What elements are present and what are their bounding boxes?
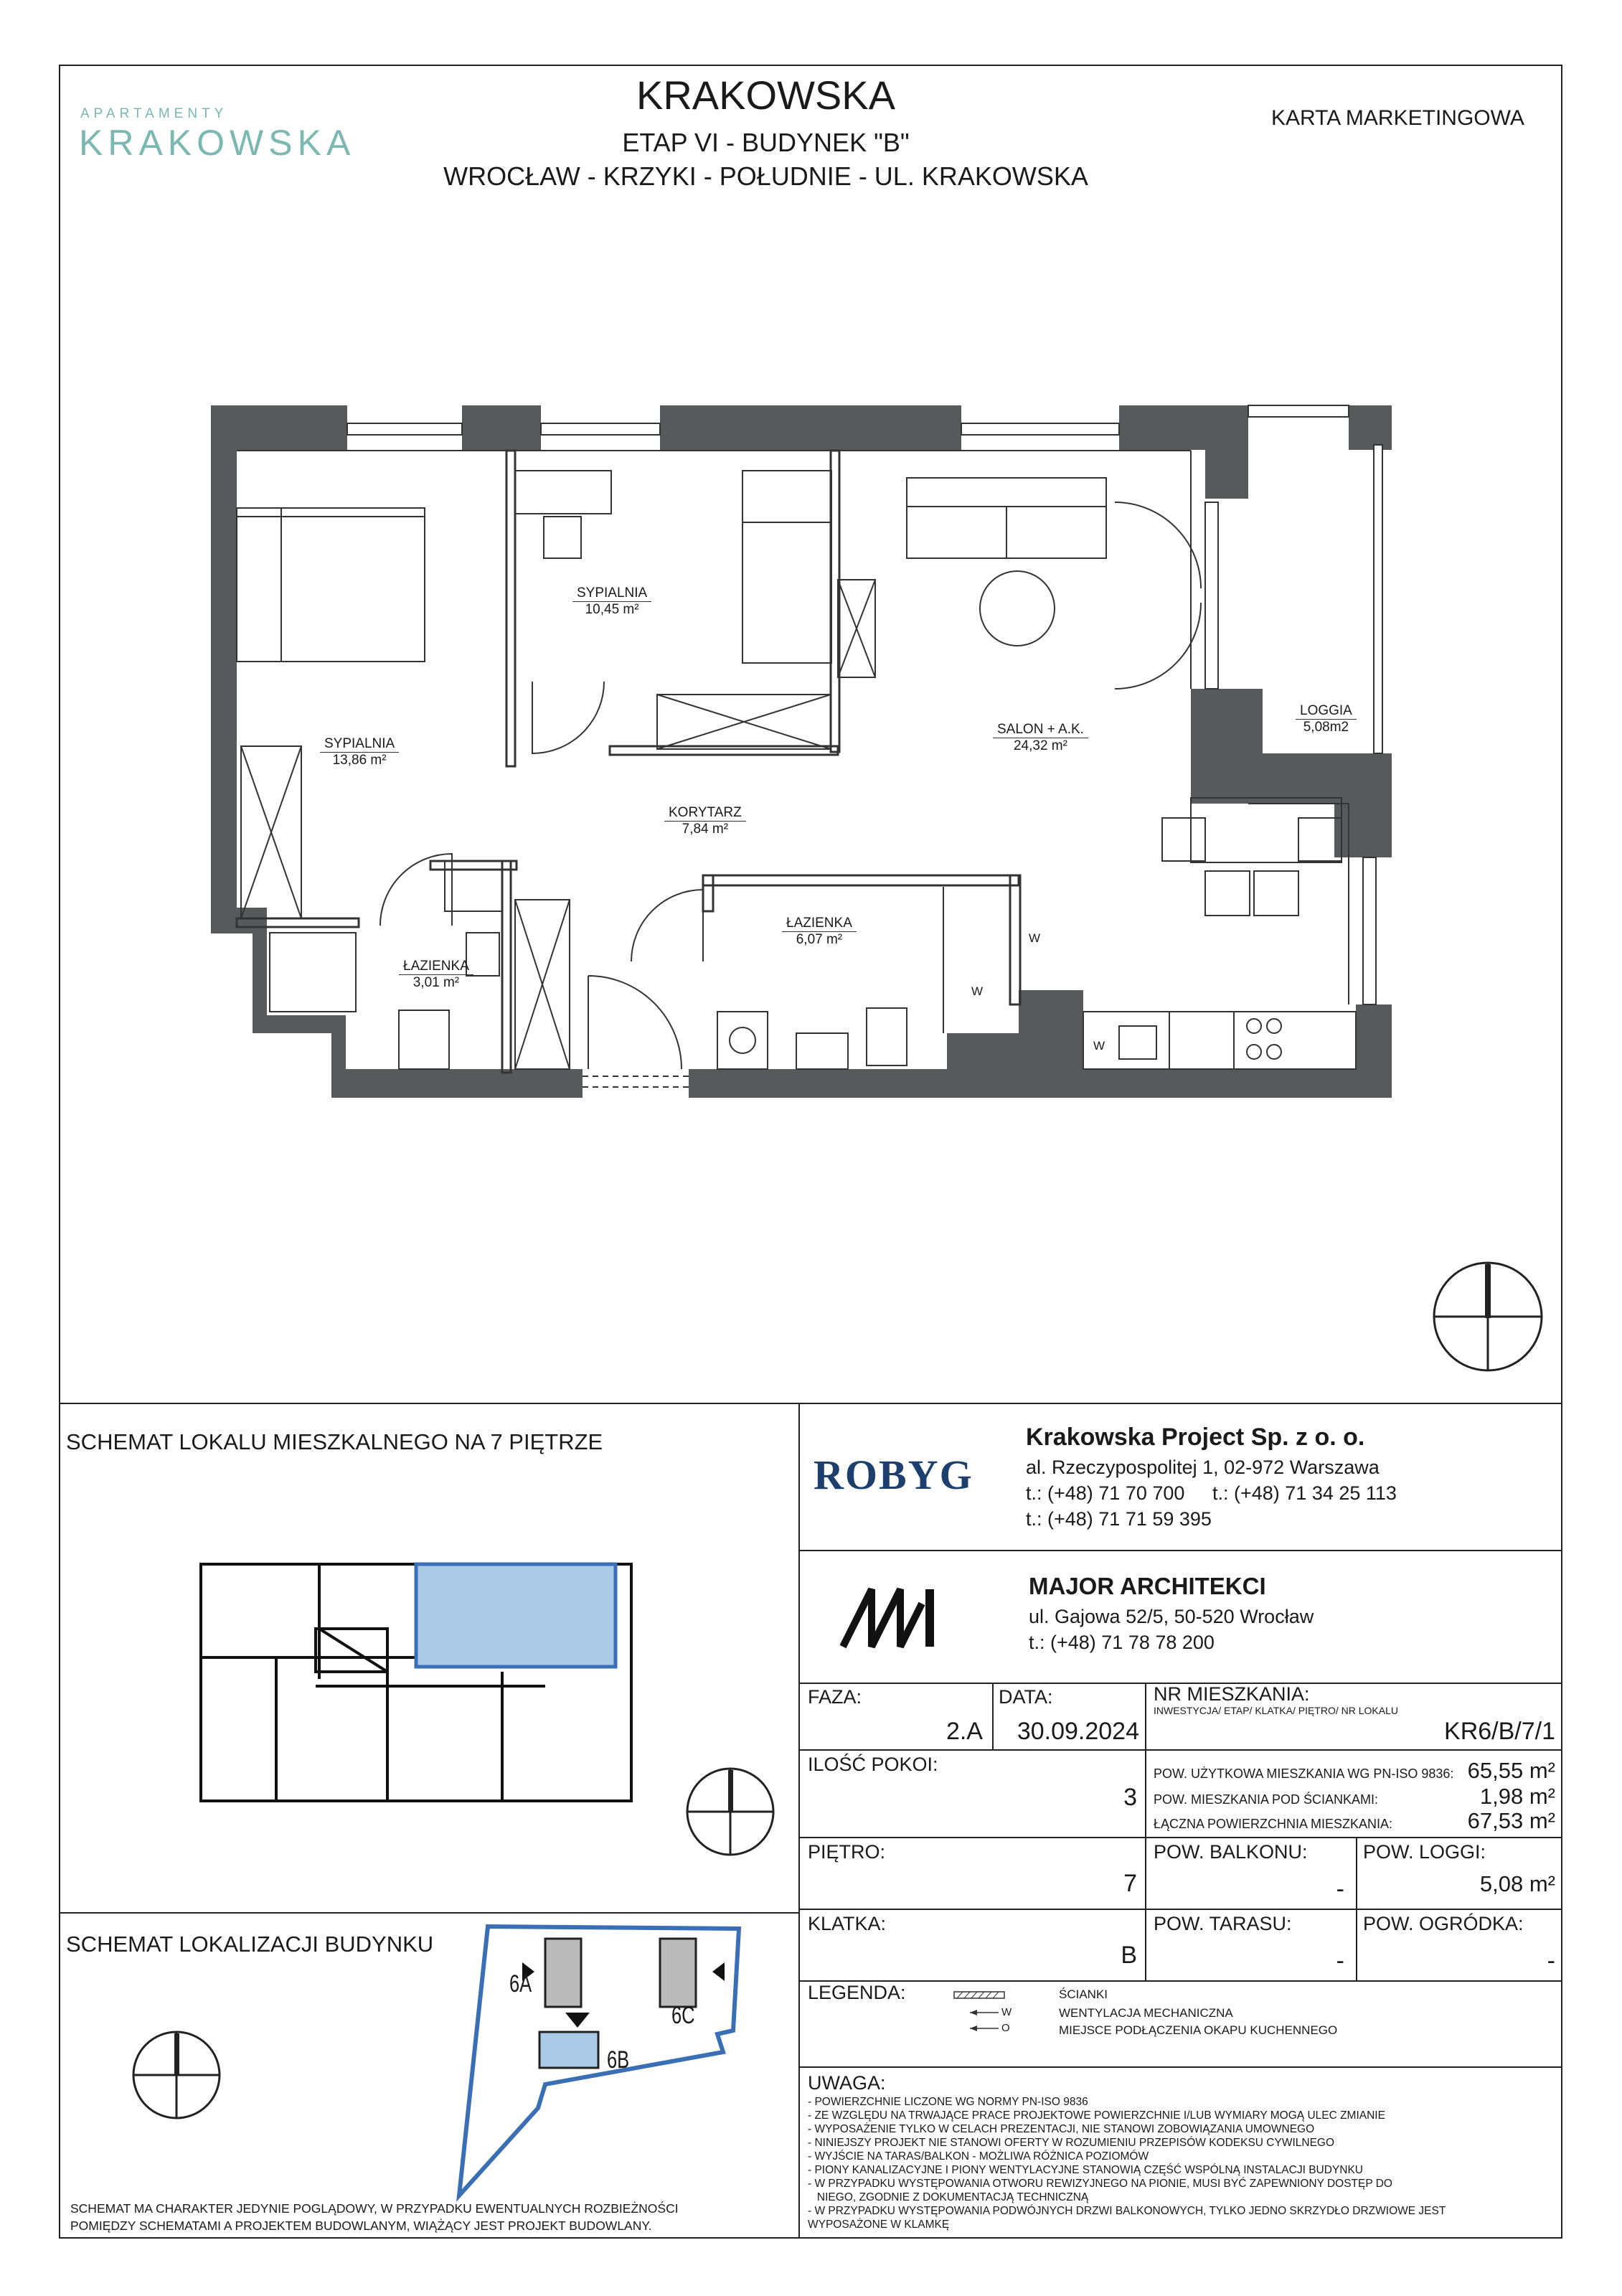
pow-laczna-value: 67,53 m² bbox=[1467, 1808, 1555, 1833]
divider-left-right bbox=[798, 1403, 800, 2239]
card-type-label: KARTA MARKETINGOWA bbox=[1271, 106, 1524, 130]
klatka-value: B bbox=[1121, 1942, 1137, 1969]
room-label-sypialnia-1: SYPIALNIA 13,86 m² bbox=[320, 736, 399, 768]
disclaimer-line-1: SCHEMAT MA CHARAKTER JEDYNIE POGLĄDOWY, W PRZYPADKU EWENTUALNYCH ROZBIEŻNOŚCI bbox=[70, 2201, 679, 2216]
divider-col-3 bbox=[1356, 1837, 1357, 1980]
building-6c-label: 6C bbox=[671, 2002, 695, 2029]
pow-ogrodka-label: POW. OGRÓDKA: bbox=[1363, 1913, 1524, 1934]
divider-row-klatka bbox=[798, 1980, 1562, 1982]
legend-item-walls: ŚCIANKI bbox=[1059, 1987, 1108, 2001]
faza-value: 2.A bbox=[946, 1718, 983, 1745]
developer-phone-2: t.: (+48) 71 34 25 113 bbox=[1212, 1482, 1397, 1504]
ilosc-pokoi-label: ILOŚĆ POKOI: bbox=[808, 1754, 938, 1775]
disclaimer-line-2: POMIĘDZY SCHEMATAMI A PROJEKTEM BUDOWLANYM, WIĄŻĄCY JEST PROJEKT BUDOWLANY. bbox=[70, 2219, 652, 2233]
ventilation-marker-3: W bbox=[1093, 1039, 1105, 1053]
pietro-value: 7 bbox=[1123, 1870, 1137, 1897]
building-6b-label: 6B bbox=[607, 2046, 630, 2074]
divider-main bbox=[59, 1403, 1562, 1404]
pow-uzytkowa-value: 65,55 m² bbox=[1467, 1758, 1555, 1783]
developer-name: Krakowska Project Sp. z o. o. bbox=[1026, 1424, 1365, 1451]
klatka-label: KLATKA: bbox=[808, 1913, 887, 1934]
schema-floor-plan bbox=[0, 1564, 789, 1851]
pow-laczna-label: ŁĄCZNA POWIERZCHNIA MIESZKANIA: bbox=[1154, 1817, 1393, 1831]
legend-item-hood: MIEJSCE PODŁĄCZENIA OKAPU KUCHENNEGO bbox=[1059, 2023, 1338, 2037]
schema-floor-title: SCHEMAT LOKALU MIESZKALNEGO NA 7 PIĘTRZE bbox=[66, 1429, 603, 1454]
legend-sym-o: O bbox=[1001, 2022, 1010, 2034]
note-item: - POWIERZCHNIE LICZONE WG NORMY PN-ISO 9836 bbox=[808, 2096, 1088, 2108]
project-title: KRAKOWSKA bbox=[636, 72, 895, 118]
note-item: NIEGO, ZGODNIE Z DOKUMENTACJĄ TECHNICZNĄ bbox=[808, 2191, 1089, 2203]
architect-phone: t.: (+48) 71 78 78 200 bbox=[1029, 1632, 1215, 1653]
note-item: - WYJŚCIE NA TARAS/BALKON - MOŻLIWA RÓŻNICA POZIOMÓW bbox=[808, 2150, 1149, 2163]
note-item: - W PRZYPADKU WYSTĘPOWANIA OTWORU REWIZYJNEGO NA PIONIE, MUSI BYĆ ZAPEWNIONY DOSTĘP DO bbox=[808, 2178, 1392, 2190]
divider-row-legend bbox=[798, 2066, 1562, 2068]
architect-address: ul. Gajowa 52/5, 50-520 Wrocław bbox=[1029, 1606, 1314, 1627]
ventilation-marker-1: W bbox=[1029, 931, 1041, 945]
logo-main-text: KRAKOWSKA bbox=[79, 123, 356, 163]
building-6a-label: 6A bbox=[509, 1970, 532, 1998]
divider-row-pokoi bbox=[798, 1837, 1562, 1838]
pow-ogrodka-value: - bbox=[1547, 1947, 1555, 1975]
developer-address: al. Rzeczypospolitej 1, 02-972 Warszawa bbox=[1026, 1457, 1380, 1478]
note-item: WYPOSAŻONE W KLAMKĘ bbox=[808, 2219, 950, 2231]
ventilation-marker-2: W bbox=[971, 984, 984, 998]
project-subtitle-location: WROCŁAW - KRZYKI - POŁUDNIE - UL. KRAKOWSKA bbox=[443, 161, 1088, 191]
pow-loggi-label: POW. LOGGI: bbox=[1363, 1841, 1486, 1863]
nr-mieszkania-label: NR MIESZKANIA: bbox=[1154, 1683, 1310, 1705]
note-item: - W PRZYPADKU WYSTĘPOWANIA PODWÓJNYCH DRZWI BALKONOWYCH, TYLKO JEDNO SKRZYDŁO DRZWIOWE JEST bbox=[808, 2205, 1446, 2217]
legend-item-ventilation: WENTYLACJA MECHANICZNA bbox=[1059, 2006, 1233, 2020]
project-subtitle-stage: ETAP VI - BUDYNEK "B" bbox=[622, 128, 910, 157]
legend-label: LEGENDA: bbox=[808, 1982, 906, 2003]
pow-balkonu-label: POW. BALKONU: bbox=[1154, 1841, 1308, 1863]
pietro-label: PIĘTRO: bbox=[808, 1841, 886, 1863]
schema-location-title: SCHEMAT LOKALIZACJI BUDYNKU bbox=[66, 1932, 434, 1957]
divider-row-faza bbox=[798, 1749, 1562, 1751]
room-label-salon: SALON + A.K. 24,32 m² bbox=[993, 722, 1088, 754]
note-item: - ZE WZGLĘDU NA TRWAJĄCE PRACE PROJEKTOWE POWIERZCHNIE I/LUB WYMIARY MOGĄ ULEC ZMIANIE bbox=[808, 2109, 1385, 2122]
pow-uzytkowa-label: POW. UŻYTKOWA MIESZKANIA WG PN-ISO 9836: bbox=[1154, 1766, 1454, 1781]
nr-mieszkania-sub: INWESTYCJA/ ETAP/ KLATKA/ PIĘTRO/ NR LOKALU bbox=[1154, 1705, 1398, 1716]
legend-symbols bbox=[954, 1989, 1069, 2068]
ilosc-pokoi-value: 3 bbox=[1123, 1784, 1137, 1811]
legend-sym-w: W bbox=[1001, 2006, 1012, 2018]
robyg-logo: ROBYG bbox=[814, 1452, 973, 1498]
logo-top-text: APARTAMENTY bbox=[80, 106, 228, 121]
room-label-sypialnia-2: SYPIALNIA 10,45 m² bbox=[572, 585, 651, 618]
pow-balkonu-value: - bbox=[1336, 1876, 1344, 1903]
pow-tarasu-value: - bbox=[1336, 1947, 1344, 1975]
room-label-loggia: LOGGIA 5,08m2 bbox=[1296, 703, 1357, 735]
notes-label: UWAGA: bbox=[808, 2072, 886, 2094]
data-label: DATA: bbox=[999, 1686, 1053, 1708]
note-item: - WYPOSAŻENIE TYLKO W CELACH PREZENTACJI, NIE STANOWI ZOBOWIĄZANIA UMOWNEGO bbox=[808, 2123, 1315, 2135]
pow-sciankami-value: 1,98 m² bbox=[1479, 1784, 1555, 1809]
pow-tarasu-label: POW. TARASU: bbox=[1154, 1913, 1292, 1934]
note-item: - PIONY KANALIZACYJNE I PIONY WENTYLACYJNE STANOWIĄ CZĘŚĆ WSPÓLNĄ INSTALACJI BUDYNKU bbox=[808, 2164, 1363, 2176]
divider-dev-arch bbox=[798, 1550, 1562, 1551]
room-label-lazienka-1: ŁAZIENKA 6,07 m² bbox=[782, 916, 857, 948]
notes-list bbox=[808, 2095, 1446, 2231]
nr-mieszkania-value: KR6/B/7/1 bbox=[1444, 1718, 1555, 1745]
pow-loggi-value: 5,08 m² bbox=[1479, 1871, 1555, 1896]
divider-col-2 bbox=[1145, 1749, 1146, 1980]
architect-name: MAJOR ARCHITEKCI bbox=[1029, 1573, 1266, 1599]
developer-phone-1: t.: (+48) 71 70 700 bbox=[1026, 1482, 1185, 1504]
pow-sciankami-label: POW. MIESZKANIA POD ŚCIANKAMI: bbox=[1154, 1792, 1379, 1807]
faza-label: FAZA: bbox=[808, 1686, 862, 1708]
developer-phone-3: t.: (+48) 71 71 59 395 bbox=[1026, 1508, 1212, 1530]
note-item: - NINIEJSZY PROJEKT NIE STANOWI OFERTY W ROZUMIENIU PRZEPISÓW KODEKSU CYWILNEGO bbox=[808, 2137, 1335, 2149]
room-label-korytarz: KORYTARZ 7,84 m² bbox=[664, 805, 746, 837]
divider-row-pietro bbox=[798, 1909, 1562, 1910]
major-architekci-logo bbox=[839, 1582, 954, 1654]
divider-col-nr bbox=[1145, 1683, 1146, 1749]
data-value: 30.09.2024 bbox=[1017, 1718, 1139, 1745]
room-label-lazienka-2: ŁAZIENKA 3,01 m² bbox=[399, 959, 473, 991]
